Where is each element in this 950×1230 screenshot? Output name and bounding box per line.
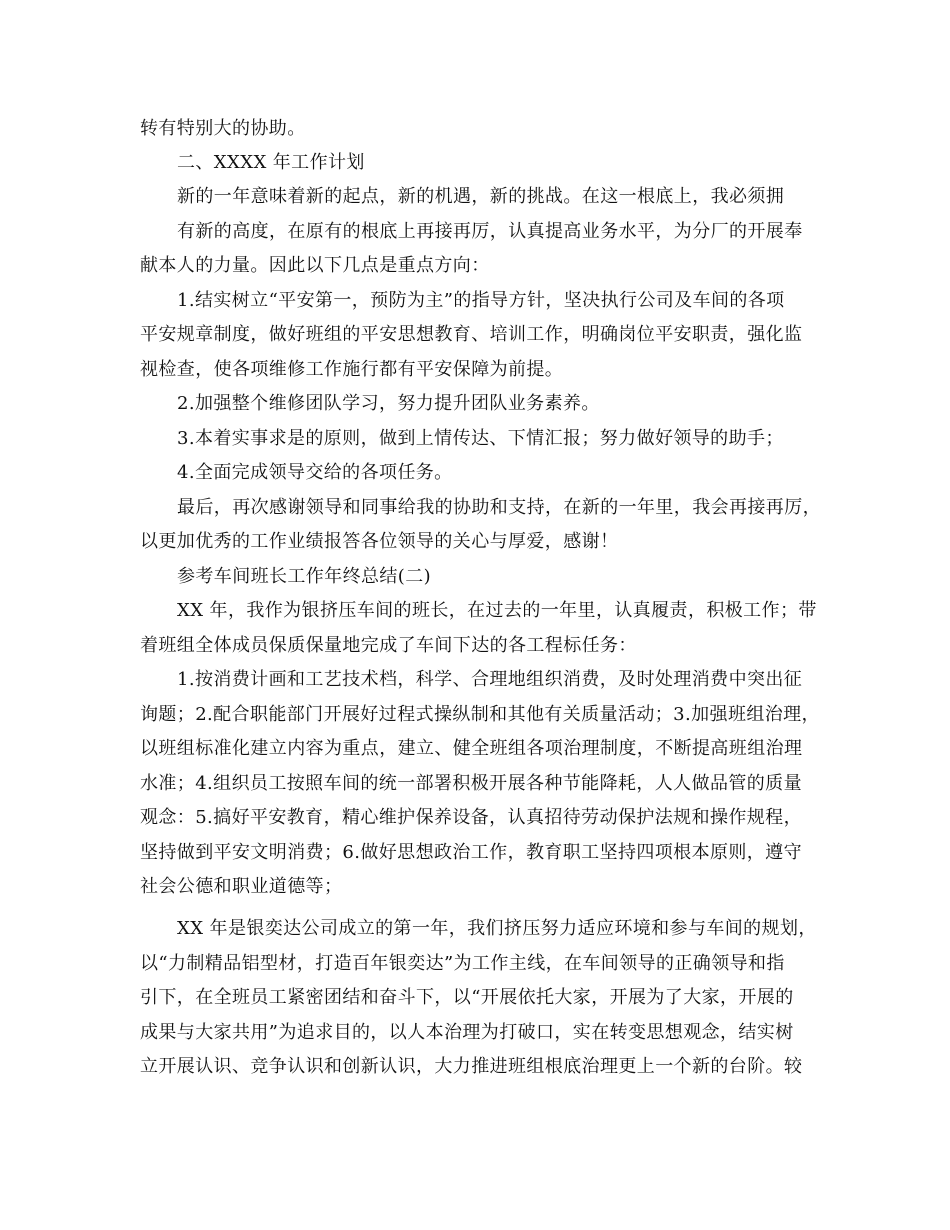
section-heading: 参考车间班长工作年终总结(二) [177, 566, 432, 587]
list-item: 4.全面完成领导交给的各项任务。 [177, 462, 453, 483]
text-line: 坚持做到平安文明消费；6.做好思想政治工作，教育职工坚持四项根本原则，遵守 [140, 842, 802, 863]
list-item: 1.按消费计画和工艺技术档，科学、合理地组织消费，及时处理消费中突出征 [177, 669, 803, 690]
text-line: 平安规章制度，做好班组的平安思想教育、培训工作，明确岗位平安职责，强化监 [140, 324, 803, 345]
text-line: 转有特别大的协助。 [140, 118, 306, 139]
list-item: 3.本着实事求是的原则，做到上情传达、下情汇报；努力做好领导的助手； [177, 428, 784, 449]
text-line: 以班组标准化建立内容为重点，建立、健全班组各项治理制度，不断提高班组治理 [140, 738, 803, 759]
text-line: 引下，在全班员工紧密团结和奋斗下，以“开展依托大家，开展为了大家，开展的 [140, 987, 794, 1008]
text-line: 以更加优秀的工作业绩报答各位领导的关心与厚爱，感谢！ [140, 531, 619, 552]
text-line: 有新的高度，在原有的根底上再接再厉，认真提高业务水平，为分厂的开展奉 [177, 221, 803, 242]
text-line: 着班组全体成员保质保量地完成了车间下达的各工程标任务： [140, 635, 637, 656]
text-line: 最后，再次感谢领导和同事给我的协助和支持，在新的一年里，我会再接再厉， [177, 497, 821, 518]
section-heading: 二、XXXX 年工作计划 [177, 152, 365, 173]
text-line: 立开展认识、竞争认识和创新认识，大力推进班组根底治理更上一个新的台阶。较 [140, 1056, 803, 1077]
list-item: 2.加强整个维修团队学习，努力提升团队业务素养。 [177, 393, 600, 414]
text-line: 视检查，使各项维修工作施行都有平安保障为前提。 [140, 359, 564, 380]
text-line: 社会公德和职业道德等； [140, 876, 343, 897]
text-line: 水准；4.组织员工按照车间的统一部署积极开展各种节能降耗，人人做品管的质量 [140, 773, 802, 794]
text-line: 献本人的力量。因此以下几点是重点方向： [140, 255, 490, 276]
list-item: 1.结实树立“平安第一，预防为主”的指导方针，坚决执行公司及车间的各项 [177, 290, 785, 311]
text-line: 成果与大家共用”为追求目的，以人本治理为打破口，实在转变思想观念，结实树 [140, 1022, 794, 1043]
text-line: XX 年，我作为银挤压车间的班长，在过去的一年里，认真履责，积极工作；带 [177, 600, 817, 621]
text-line: 新的一年意味着新的起点，新的机遇，新的挑战。在这一根底上，我必须拥 [177, 186, 785, 207]
text-line: 观念：5.搞好平安教育，精心维护保养设备，认真招待劳动保护法规和操作规程， [140, 807, 802, 828]
text-line: XX 年是银奕达公司成立的第一年，我们挤压努力适应环境和参与车间的规划， [177, 918, 817, 939]
text-line: 询题；2.配合职能部门开展好过程式操纵制和其他有关质量活动；3.加强班组治理， [140, 704, 820, 725]
text-line: 以“力制精品铝型材，打造百年银奕达”为工作主线，在车间领导的正确领导和指 [140, 953, 785, 974]
